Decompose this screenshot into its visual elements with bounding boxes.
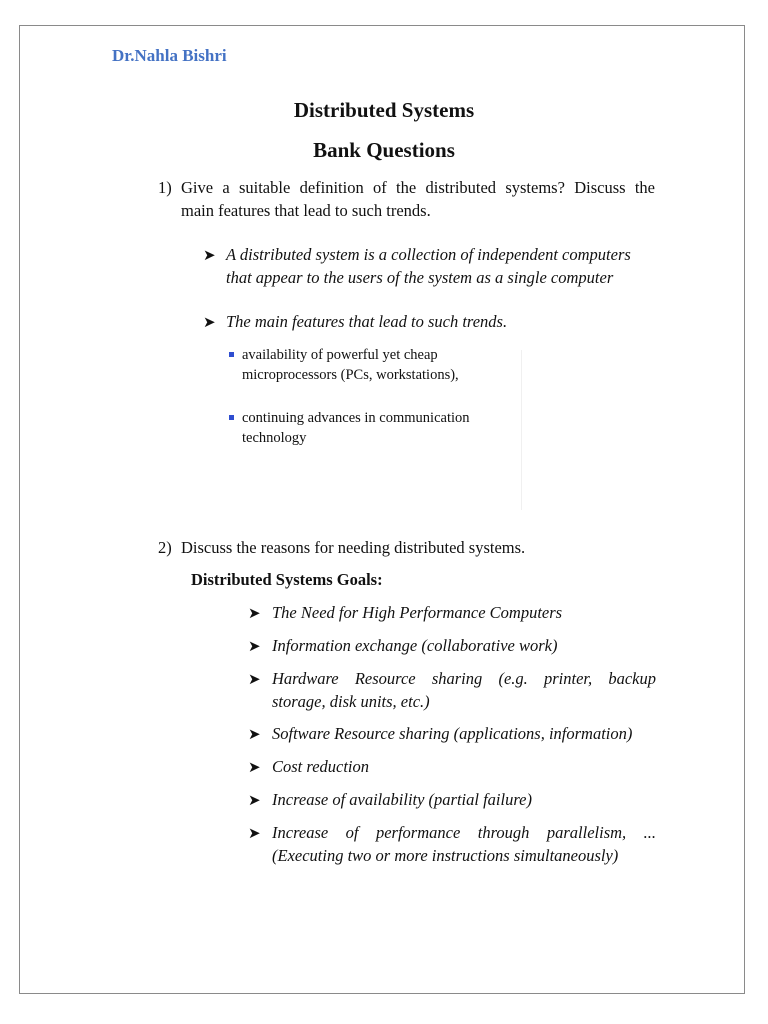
answer-definition — [226, 243, 666, 289]
question-text — [181, 176, 655, 222]
goal-line: storage, disk units, etc.) — [272, 692, 430, 711]
feature-line: availability of powerful yet cheap — [242, 347, 438, 363]
feature-line: microprocessors (PCs, workstations), — [242, 367, 459, 383]
question-text-line: Give a suitable definition of the distributed systems? Discuss the — [181, 178, 655, 197]
goal-line: Hardware Resource sharing (e.g. printer, backup — [272, 669, 656, 688]
answer-features — [226, 310, 666, 333]
answer-line: that appear to the users of the system as a single computer — [226, 268, 614, 287]
arrow-bullet-icon: ➤ — [203, 313, 216, 331]
answer-line: A distributed system is a collection of independent computers — [226, 245, 631, 264]
feature-line: technology — [242, 430, 307, 446]
goal-item — [272, 788, 656, 811]
goals-heading: Distributed Systems Goals: — [191, 570, 383, 589]
goal-line: Cost reduction — [272, 757, 370, 776]
arrow-bullet-icon: ➤ — [248, 604, 261, 622]
arrow-bullet-icon: ➤ — [248, 758, 261, 776]
goal-line: Increase of performance through parallelism, ... — [272, 823, 656, 842]
page-title: Distributed Systems — [293, 98, 475, 122]
goal-item — [272, 821, 656, 867]
arrow-bullet-icon: ➤ — [248, 824, 261, 842]
page-subtitle: Bank Questions — [313, 138, 455, 162]
goal-line: The Need for High Performance Computers — [272, 603, 563, 622]
question-number: 1) — [158, 178, 172, 197]
goal-line: (Executing two or more instructions simultaneously) — [272, 846, 619, 865]
feature-item — [242, 345, 522, 385]
goal-item — [272, 667, 656, 713]
goal-line: Increase of availability (partial failure) — [272, 790, 532, 809]
arrow-bullet-icon: ➤ — [248, 670, 261, 688]
feature-item — [242, 408, 522, 448]
question-text-line: main features that lead to such trends. — [181, 201, 431, 220]
goal-item — [272, 634, 656, 657]
goal-item — [272, 722, 662, 745]
goal-item — [272, 755, 656, 778]
square-bullet-icon — [229, 352, 234, 357]
feature-line: continuing advances in communication — [242, 410, 470, 426]
arrow-bullet-icon: ➤ — [203, 246, 216, 264]
arrow-bullet-icon: ➤ — [248, 725, 261, 743]
question-text: Discuss the reasons for needing distributed systems. — [181, 538, 526, 557]
arrow-bullet-icon: ➤ — [248, 637, 261, 655]
author-name: Dr.Nahla Bishri — [112, 46, 227, 65]
answer-line: The main features that lead to such trends. — [226, 312, 508, 331]
goal-item — [272, 601, 656, 624]
square-bullet-icon — [229, 415, 234, 420]
goal-line: Information exchange (collaborative work) — [272, 636, 558, 655]
question-number: 2) — [158, 538, 172, 557]
goal-line: Software Resource sharing (applications, information) — [272, 724, 633, 743]
arrow-bullet-icon: ➤ — [248, 791, 261, 809]
